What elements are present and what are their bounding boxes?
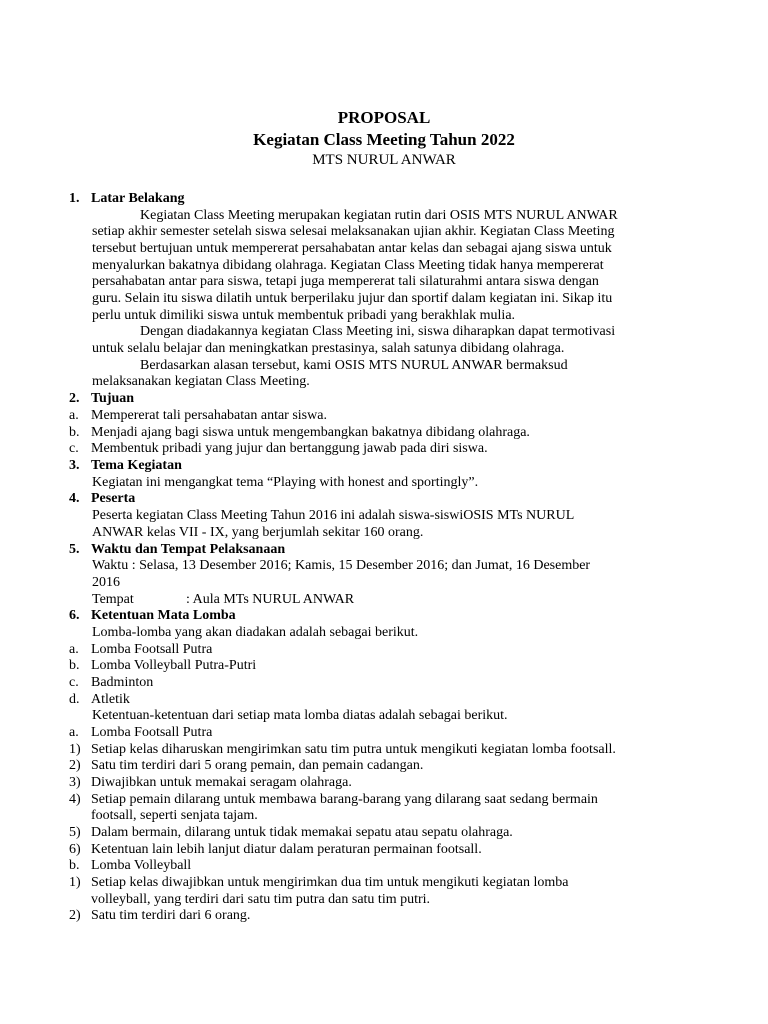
section-2-heading: Tujuan xyxy=(91,391,135,406)
subsection-title: Lomba Volleyball xyxy=(91,858,192,873)
paragraph-line: Ketentuan-ketentuan dari setiap mata lomba diatas adalah sebagai berikut. xyxy=(92,708,508,723)
paragraph-line: Kegiatan ini mengangkat tema “Playing with honest and sportingly”. xyxy=(92,475,479,490)
section-6-heading: Ketentuan Mata Lomba xyxy=(91,608,236,623)
list-item-continuation: footsall, seperti senjata tajam. xyxy=(91,808,258,823)
list-marker: c. xyxy=(69,675,79,690)
list-item: Mempererat tali persahabatan antar siswa. xyxy=(91,408,327,423)
section-6-number: 6. xyxy=(69,608,80,623)
subsection-title: Lomba Footsall Putra xyxy=(91,725,213,740)
list-item: Badminton xyxy=(91,675,154,690)
list-marker: a. xyxy=(69,725,79,740)
paragraph-line: setiap akhir semester setelah siswa selesai melaksanakan ujian akhir. Kegiatan Class Meeting xyxy=(92,224,615,239)
list-marker: b. xyxy=(69,425,80,440)
waktu-line: 2016 xyxy=(92,575,120,590)
list-marker: a. xyxy=(69,408,79,423)
list-item: Atletik xyxy=(91,692,130,707)
list-item: Satu tim terdiri dari 6 orang. xyxy=(91,908,251,923)
list-item: Setiap kelas diwajibkan untuk mengirimkan dua tim untuk mengikuti kegiatan lomba xyxy=(91,875,569,890)
list-item-continuation: volleyball, yang terdiri dari satu tim putra dan satu tim putri. xyxy=(91,892,431,907)
list-marker: a. xyxy=(69,642,79,657)
document-title: PROPOSAL xyxy=(337,108,431,127)
list-item: Setiap kelas diharuskan mengirimkan satu tim putra untuk mengikuti kegiatan lomba footsall. xyxy=(91,742,616,757)
list-marker: 2) xyxy=(69,908,81,923)
list-item: Ketentuan lain lebih lanjut diatur dalam peraturan permainan footsall. xyxy=(91,842,482,857)
list-marker: 5) xyxy=(69,825,81,840)
list-marker: b. xyxy=(69,658,80,673)
list-item: Lomba Footsall Putra xyxy=(91,642,213,657)
list-item: Dalam bermain, dilarang untuk tidak memakai sepatu atau sepatu olahraga. xyxy=(91,825,513,840)
section-3-heading: Tema Kegiatan xyxy=(91,458,182,473)
list-marker: 1) xyxy=(69,742,81,757)
paragraph-line: Dengan diadakannya kegiatan Class Meeting ini, siswa diharapkan dapat termotivasi xyxy=(140,324,616,339)
list-marker: 4) xyxy=(69,792,81,807)
section-4-heading: Peserta xyxy=(91,491,136,506)
list-item: Lomba Volleyball Putra-Putri xyxy=(91,658,257,673)
list-marker: d. xyxy=(69,692,80,707)
list-marker: 1) xyxy=(69,875,81,890)
school-name: MTS NURUL ANWAR xyxy=(312,152,456,168)
paragraph-line: untuk selalu belajar dan meningkatkan prestasinya, salah satunya dibidang olahraga. xyxy=(92,341,565,356)
paragraph-line: Kegiatan Class Meeting merupakan kegiatan rutin dari OSIS MTS NURUL ANWAR xyxy=(140,208,618,223)
waktu-line: Waktu : Selasa, 13 Desember 2016; Kamis, 15 Desember 2016; dan Jumat, 16 Desember xyxy=(92,558,591,573)
tempat-label: Tempat xyxy=(92,592,134,607)
list-marker: 6) xyxy=(69,842,81,857)
section-5-number: 5. xyxy=(69,542,80,557)
list-item: Satu tim terdiri dari 5 orang pemain, dan pemain cadangan. xyxy=(91,758,424,773)
section-1-heading: Latar Belakang xyxy=(91,191,185,206)
paragraph-line: Lomba-lomba yang akan diadakan adalah sebagai berikut. xyxy=(92,625,419,640)
section-2-number: 2. xyxy=(69,391,80,406)
list-marker: 2) xyxy=(69,758,81,773)
list-item: Membentuk pribadi yang jujur dan bertanggung jawab pada diri siswa. xyxy=(91,441,488,456)
section-4-number: 4. xyxy=(69,491,80,506)
list-item: Setiap pemain dilarang untuk membawa barang-barang yang dilarang saat sedang bermain xyxy=(91,792,598,807)
paragraph-line: perlu untuk dimiliki siswa untuk membentuk pribadi yang berakhlak mulia. xyxy=(92,308,516,323)
paragraph-line: melaksanakan kegiatan Class Meeting. xyxy=(92,374,310,389)
tempat-value: : Aula MTs NURUL ANWAR xyxy=(186,592,355,607)
paragraph-line: guru. Selain itu siswa dilatih untuk berperilaku jujur dan sportif dalam kegiatan ini. Sikap itu xyxy=(92,291,613,306)
paragraph-line: menyalurkan bakatnya dibidang olahraga. Kegiatan Class Meeting tidak hanya mempererat xyxy=(92,258,604,273)
paragraph-line: Berdasarkan alasan tersebut, kami OSIS MTS NURUL ANWAR bermaksud xyxy=(140,358,568,373)
paragraph-line: tersebut bertujuan untuk mempererat persahabatan antar kelas dan sebagai ajang siswa untuk xyxy=(92,241,612,256)
list-marker: c. xyxy=(69,441,79,456)
paragraph-line: Peserta kegiatan Class Meeting Tahun 2016 ini adalah siswa-siswiOSIS MTs NURUL xyxy=(92,508,575,523)
list-marker: b. xyxy=(69,858,80,873)
document-subtitle: Kegiatan Class Meeting Tahun 2022 xyxy=(253,130,515,149)
paragraph-line: persahabatan antar para siswa, tetapi juga mempererat tali silaturahmi antara siswa dengan xyxy=(92,274,599,289)
list-item: Menjadi ajang bagi siswa untuk mengembangkan bakatnya dibidang olahraga. xyxy=(91,425,530,440)
list-marker: 3) xyxy=(69,775,81,790)
section-3-number: 3. xyxy=(69,458,80,473)
list-item: Diwajibkan untuk memakai seragam olahraga. xyxy=(91,775,352,790)
section-1-number: 1. xyxy=(69,191,80,206)
paragraph-line: ANWAR kelas VII - IX, yang berjumlah sekitar 160 orang. xyxy=(92,525,424,540)
section-5-heading: Waktu dan Tempat Pelaksanaan xyxy=(91,542,286,557)
